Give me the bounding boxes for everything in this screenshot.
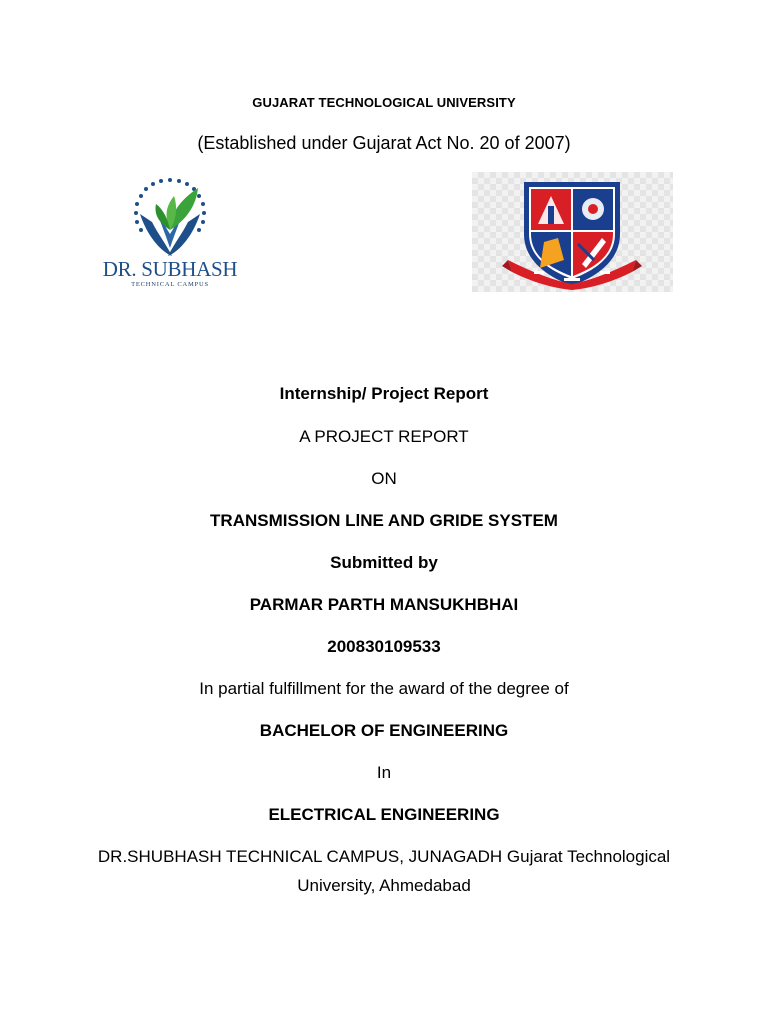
degree-name: BACHELOR OF ENGINEERING	[259, 721, 509, 740]
submitted-by-label: Submitted by	[330, 553, 438, 572]
report-type: A PROJECT REPORT	[299, 427, 469, 446]
campus-line-1: DR.SHUBHASH TECHNICAL CAMPUS, JUNAGADH Gujarat Technological	[97, 847, 671, 866]
report-heading: Internship/ Project Report	[279, 384, 489, 403]
university-title: GUJARAT TECHNOLOGICAL UNIVERSITY	[252, 95, 516, 110]
gtu-emblem	[472, 172, 673, 292]
campus-line-2: University, Ahmedabad	[297, 876, 471, 895]
student-name: PARMAR PARTH MANSUKHBHAI	[249, 595, 519, 614]
enrollment-number: 200830109533	[327, 637, 441, 656]
gtu-shield-icon	[472, 172, 673, 292]
dr-subhash-emblem-icon	[100, 170, 240, 260]
report-topic: TRANSMISSION LlNE AND GRIDE SYSTEM	[210, 511, 558, 530]
logo-left-name: DR. SUBHASH	[102, 257, 238, 281]
branch-name: ELECTRICAL ENGINEERING	[268, 805, 500, 824]
dr-subhash-logo	[100, 170, 240, 295]
on-label: ON	[371, 469, 397, 488]
in-label: In	[376, 763, 392, 782]
logo-left-subtitle: TECHNICAL CAMPUS	[131, 281, 209, 288]
fulfillment-text: In partial fulfillment for the award of the degree of	[199, 679, 569, 698]
established-note: (Established under Gujarat Act No. 20 of 2007)	[197, 133, 571, 153]
